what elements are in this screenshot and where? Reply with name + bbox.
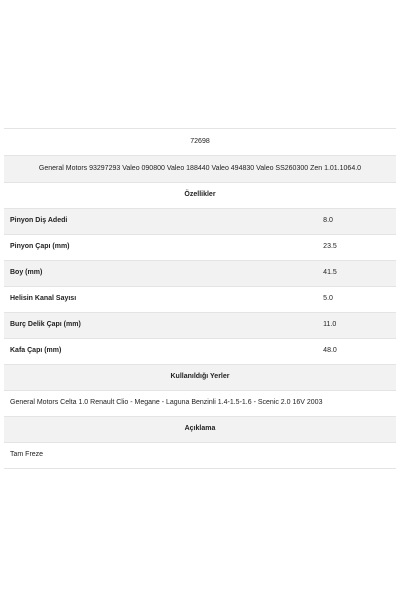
oem-numbers: General Motors 93297293 Valeo 090800 Valeo 188440 Valeo 494830 Valeo SS260300 Zen 1.01.1064.0 (4, 156, 396, 183)
feature-row (4, 339, 396, 365)
feature-label: Burç Delik Çapı (mm) (4, 313, 317, 339)
feature-value: 5.0 (317, 287, 396, 313)
description-text: Tam Freze (4, 443, 396, 469)
description-heading: Açıklama (4, 417, 396, 443)
feature-value: 23.5 (317, 235, 396, 261)
feature-label: Helisin Kanal Sayısı (4, 287, 317, 313)
feature-row (4, 235, 396, 261)
product-code-row (4, 129, 396, 156)
usage-heading-row (4, 365, 396, 391)
description-row (4, 443, 396, 469)
feature-row (4, 261, 396, 287)
features-heading-row (4, 183, 396, 209)
feature-label: Kafa Çapı (mm) (4, 339, 317, 365)
oem-numbers-row (4, 156, 396, 183)
feature-value: 41.5 (317, 261, 396, 287)
product-code: 72698 (4, 129, 396, 156)
feature-label: Boy (mm) (4, 261, 317, 287)
feature-value: 8.0 (317, 209, 396, 235)
feature-row (4, 209, 396, 235)
feature-label: Pinyon Diş Adedi (4, 209, 317, 235)
feature-value: 11.0 (317, 313, 396, 339)
features-heading: Özellikler (4, 183, 396, 209)
feature-label: Pinyon Çapı (mm) (4, 235, 317, 261)
usage-text: General Motors Celta 1.0 Renault Clio - Megane - Laguna Benzinli 1.4-1.5-1.6 - Scenic 2.0 16V 2003 (4, 391, 396, 417)
feature-row (4, 313, 396, 339)
feature-row (4, 287, 396, 313)
product-spec-table (4, 128, 396, 469)
usage-row (4, 391, 396, 417)
feature-value: 48.0 (317, 339, 396, 365)
description-heading-row (4, 417, 396, 443)
usage-heading: Kullanıldığı Yerler (4, 365, 396, 391)
